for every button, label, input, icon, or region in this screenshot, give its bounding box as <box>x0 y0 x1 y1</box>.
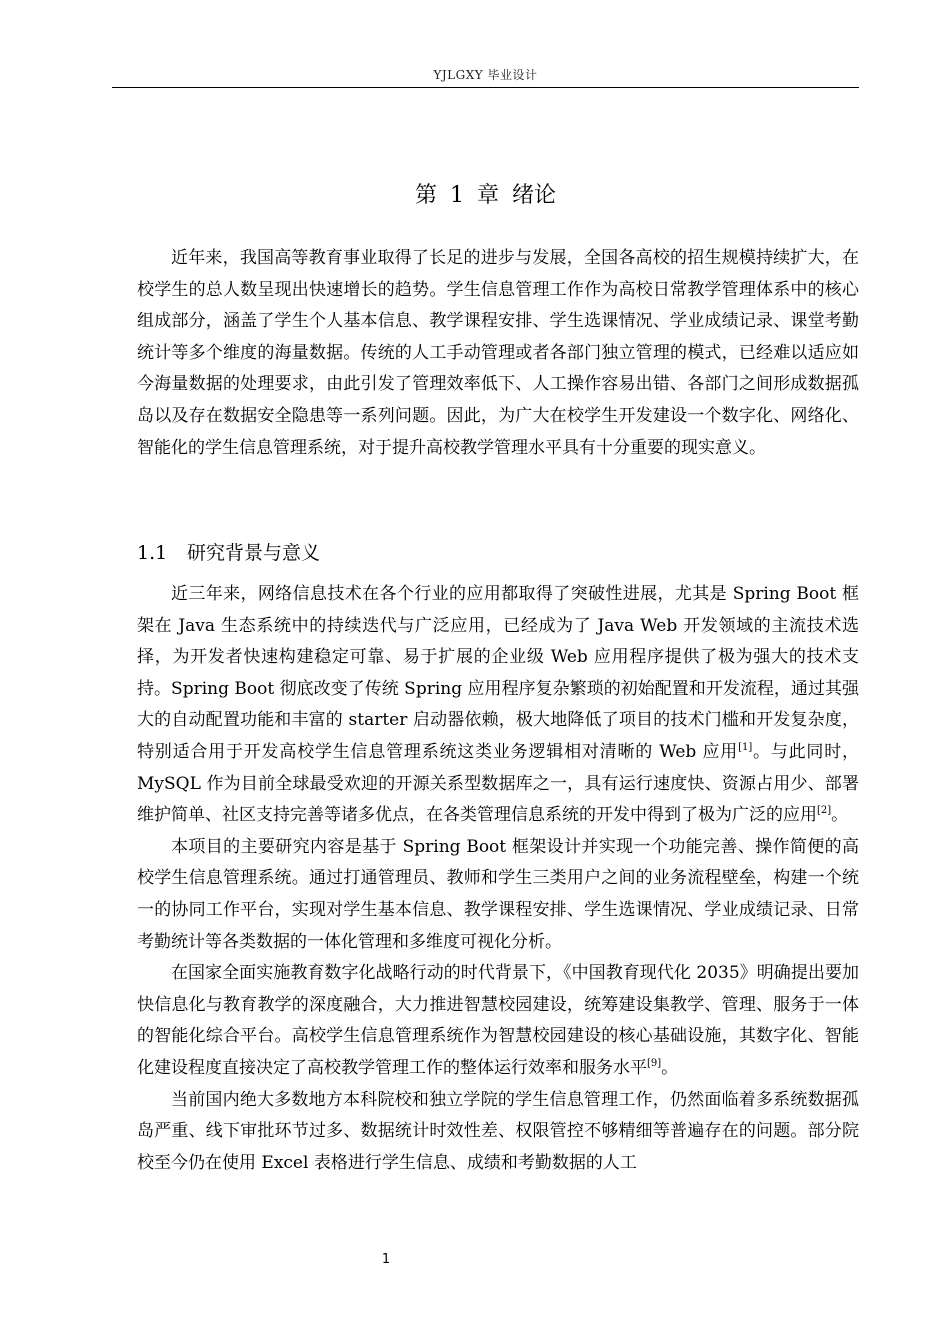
running-header: YJLGXY 毕业设计 <box>433 68 538 82</box>
citation-ref: [2] <box>817 805 832 817</box>
section-body <box>137 579 859 1179</box>
body-paragraph: 当前国内绝大多数地方本科院校和独立学院的学生信息管理工作，仍然面临着多系统数据孤岛严重、线下审批环节过多、数据统计时效性差、权限管控不够精细等普遍存在的问题。部分院校至今仍在使用 Excel 表格进行学生信息、成绩和考勤数据的人工 <box>137 1089 859 1173</box>
body-paragraph <box>137 579 859 832</box>
paragraph-text: 近三年来，网络信息技术在各个行业的应用都取得了突破性进展，尤其是 Spring Boot 框架在 Java 生态系统中的持续迭代与广泛应用，已经成为了 Java Web 开发领域的主流技术选择，为开发者快速构建稳定可靠、易于扩展的企业级 Web 应用程序提供了极为强大的技术支持。Spring Boot 彻底改变了传统 Spring 应用程序复杂繁琐的初始配置和开发流程，通过其强大的自动配置功能和丰富的 starter 启动器依赖，极大地降低了项目的技术门槛和开发复杂度，特别适合用于开发高校学生信息管理系统这类业务逻辑相对清晰的 Web 应用 <box>137 584 859 762</box>
paragraph-text: 。与此同时，MySQL 作为目前全球最受欢迎的开源关系型数据库之一，具有运行速度快、资源占用少、部署维护简单、社区支持完善等诸多优点，在各类管理信息系统的开发中得到了极为广泛的应用 <box>137 741 860 826</box>
page-number: 1 <box>381 1252 391 1267</box>
citation-ref: [9] <box>647 1057 662 1069</box>
header-divider <box>112 87 859 88</box>
intro-paragraph: 近年来，我国高等教育事业取得了长足的进步与发展，全国各高校的招生规模持续扩大，在校学生的总人数呈现出快速增长的趋势。学生信息管理工作作为高校日常教学管理体系中的核心组成部分，涵盖了学生个人基本信息、教学课程安排、学生选课情况、学业成绩记录、课堂考勤统计等多个维度的海量数据。传统的人工手动管理或者各部门独立管理的模式，已经难以适应如今海量数据的处理要求，由此引发了管理效率低下、人工操作容易出错、各部门之间形成数据孤岛以及存在数据安全隐患等一系列问题。因此，为广大在校学生开发建设一个数字化、网络化、智能化的学生信息管理系统，对于提升高校教学管理水平具有十分重要的现实意义。 <box>137 248 859 458</box>
intro-block <box>137 243 859 464</box>
section-heading <box>137 538 859 568</box>
section-title: 研究背景与意义 <box>187 542 321 564</box>
paragraph-text: 在国家全面实施教育数字化战略行动的时代背景下，《中国教育现代化 2035》明确提出要加快信息化与教育教学的深度融合，大力推进智慧校园建设，统筹建设集教学、管理、服务于一体的智能化综合平台。高校学生信息管理系统作为智慧校园建设的核心基础设施，其数字化、智能化建设程度直接决定了高校教学管理工作的整体运行效率和服务水平 <box>137 963 859 1078</box>
citation-ref: [1] <box>738 741 753 753</box>
paragraph-text: 。 <box>661 1057 679 1078</box>
body-paragraph: 本项目的主要研究内容是基于 Spring Boot 框架设计并实现一个功能完善、操作简便的高校学生信息管理系统。通过打通管理员、教师和学生三类用户之间的业务流程壁垒，构建一个统一的协同工作平台，实现对学生基本信息、教学课程安排、学生选课情况、学业成绩记录、日常考勤统计等各类数据的一体化管理和多维度可视化分析。 <box>137 836 859 952</box>
paragraph-text: 。 <box>831 805 849 826</box>
section-number: 1.1 <box>137 542 168 564</box>
body-paragraph <box>137 958 859 1084</box>
chapter-title: 第 1 章 绪论 <box>415 183 556 208</box>
